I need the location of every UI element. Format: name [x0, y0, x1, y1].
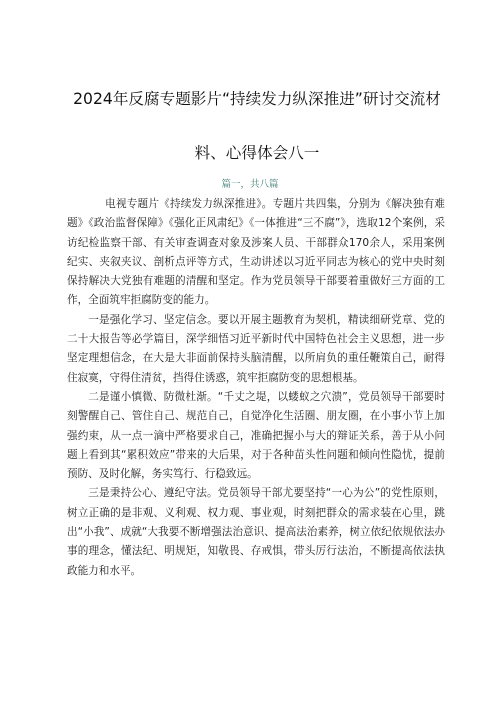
document-title — [42, 72, 472, 180]
section-label: 篇一，共八篇 — [221, 179, 279, 190]
title-line-2: 料、心得体会八一 — [194, 144, 320, 162]
title-line-1: 2024年反腐专题影片“持续发力纵深推进”研讨交流材 — [73, 90, 441, 108]
paragraph-point-2: 二是谨小慎微、防微杜渐。“千丈之堤，以蝼蚁之穴溃”，党员领导干部要时刻警醒自己、管住自己、规范自己，自觉净化生活圈、朋友圈，在小事小节上加强约束，从一点一滴中严格要求自己，准确把握小与大的辩证关系，善于从小问题上看到其“累积效应”带来的大后果，对于各种苗头性问题和倾向性隐忧，提前预防、及时化解，务实笃行、行稳致远。 — [67, 390, 445, 481]
paragraph-point-3: 三是秉持公心、遵纪守法。党员领导干部尤要坚持“一心为公”的党性原则，树立正确的是非观、义利观、权力观、事业观，时刻把群众的需求装在心里，跳出“小我”、成就“大我要不断增强法治意识、提高法治素养，树立依纪依规依法办事的理念，懂法纪、明规矩，知敬畏、存戒惧，带头厉行法治，不断提高依法执政能力和水平。 — [67, 487, 445, 577]
paragraph-intro: 电视专题片《持续发力纵深推进》。专题片共四集，分别为《解决独有难题》《政治监督保障》《强化正风肃纪》《一体推进“三不腐”》，选取12个案例，采访纪检监察干部、有关审查调查对象及涉案人员、干部群众170余人，采用案例纪实、夹叙夹议、剖析点评等方式，生动讲述以习近平同志为核心的党中央时刻保持解决大党独有难题的清醒和坚定。作为党员领导干部要着重做好三方面的工作，全面筑牢拒腐防变的能力。 — [67, 198, 445, 307]
paragraph-point-1: 一是强化学习、坚定信念。要以开展主题教育为契机，精读细研党章、党的二十大报告等必学篇目，深学细悟习近平新时代中国特色社会主义思想，进一步坚定理想信念，在大是大非面前保持头脑清醒，以所肩负的重任鞭策自己，耐得住寂寞，守得住清贫，挡得住诱惑，筑牢拒腐防变的思想根基。 — [67, 313, 445, 384]
document-body — [67, 195, 445, 581]
